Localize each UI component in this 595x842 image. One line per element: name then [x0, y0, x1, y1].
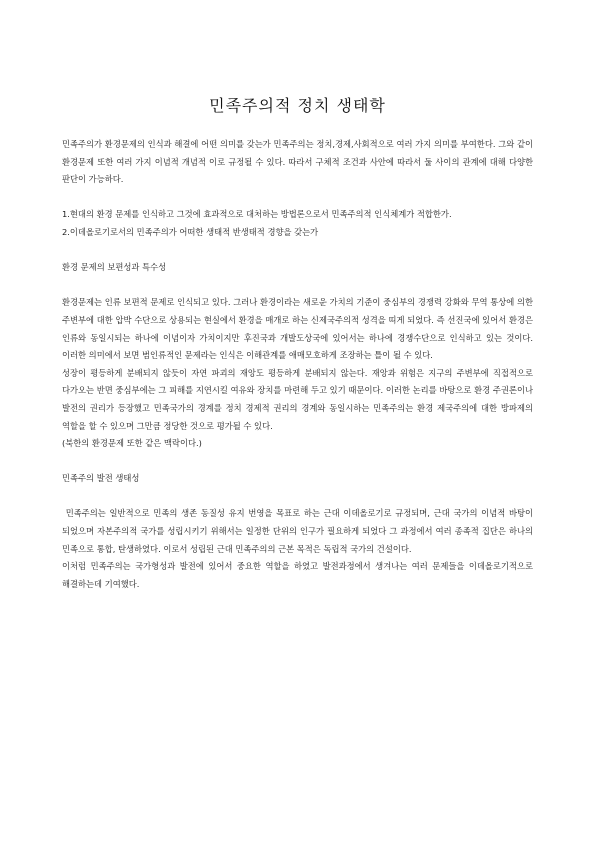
spacer — [62, 277, 533, 295]
section-heading-development: 민족주의 발전 생태성 — [62, 473, 140, 484]
section1-paragraph-3: (북한의 환경문제 또한 같은 맥락이다.) — [62, 438, 202, 449]
spacer — [62, 453, 533, 471]
section2-paragraph-2: 이처럼 민족주의는 국가형성과 발전에 있어서 중요한 역할을 하였고 발전과정에서 생겨나는 여러 문제들을 이데올로기적으로 해결하는데 기여했다. — [62, 561, 533, 589]
spacer — [62, 189, 533, 207]
intro-paragraph: 민족주의가 환경문제의 인식과 해결에 어떤 의미를 갖는가 민족주의는 정치,경제,사회적으로 여러 가지 의미를 부여한다. 그와 같이 환경문제 또한 여러 가지 이념적 개념적 이로 규정될 수 있다. 따라서 구체적 조건과 사안에 따라서 둘 사이의 관계에 대해 다양한 판단이 가능하다. — [62, 139, 533, 185]
spacer — [62, 488, 533, 506]
spacer — [62, 242, 533, 260]
section1-paragraph-1: 환경문제는 인류 보편적 문제로 인식되고 있다. 그러나 환경이라는 새로운 가치의 기준이 중심부의 경쟁력 강화와 무역 통상에 의한 주변부에 대한 압박 수단으로 상용되는 현실에서 환경을 매개로 하는 신제국주의적 성격을 띠게 되었다. 즉 선진국에 있어서 환경은 인류와 동일시되는 하나에 이념이자 가치이지만 후진국과 개발도상국에 있어서는 하나에 경쟁수단으로 인식하고 있는 것이다. 이러한 의미에서 보면 범인류적인 문제라는 인식은 이해관계를 애매모호하게 조장하는 틀이 될 수 있다. — [62, 297, 533, 361]
section2-paragraph-1: 민족주의는 일반적으로 민족의 생존 동질성 유지 번영을 목표로 하는 근대 이데올로기로 규정되며, 근대 국가의 이념적 바탕이 되었으며 자본주의적 국가를 성립시키기 위해서는 일정한 단위의 인구가 필요하게 되었다 그 과정에서 여러 종족적 집단은 하나의 민족으로 통합, 탄생하였다. 이로서 성립된 근대 민족주의의 근본 목적은 독립적 국가의 건설이다. — [62, 508, 536, 554]
section1-paragraph-2: 성장이 평등하게 분배되지 않듯이 자연 파괴의 재앙도 평등하게 분배되지 않는다. 재앙과 위험은 지구의 주변부에 직접적으로 다가오는 반면 중심부에는 그 피해를 지연시킬 여유와 장치를 마련해 두고 있기 때문이다. 이러한 논리를 바탕으로 환경 주권론이나 발전의 권리가 등장했고 민족국가의 경계를 정치 경제적 권리의 경계와 동일시하는 민족주의는 환경 제국주의에 대한 방파제의 역할을 할 수 있으며 그만큼 정당한 것으로 평가될 수 있다. — [62, 367, 533, 431]
document-title: 민족주의적 정치 생태학 — [209, 96, 386, 115]
question-2: 2.이데올로기로서의 민족주의가 어떠한 생태적 반생태적 경향을 갖는가 — [62, 226, 319, 237]
document-body — [62, 136, 536, 593]
question-1: 1.현대의 환경 문제를 인식하고 그것에 효과적으로 대처하는 방법론으로서 민족주의적 인식체계가 적합한가. — [62, 209, 452, 220]
section-heading-universality: 환경 문제의 보편성과 특수성 — [62, 262, 167, 273]
